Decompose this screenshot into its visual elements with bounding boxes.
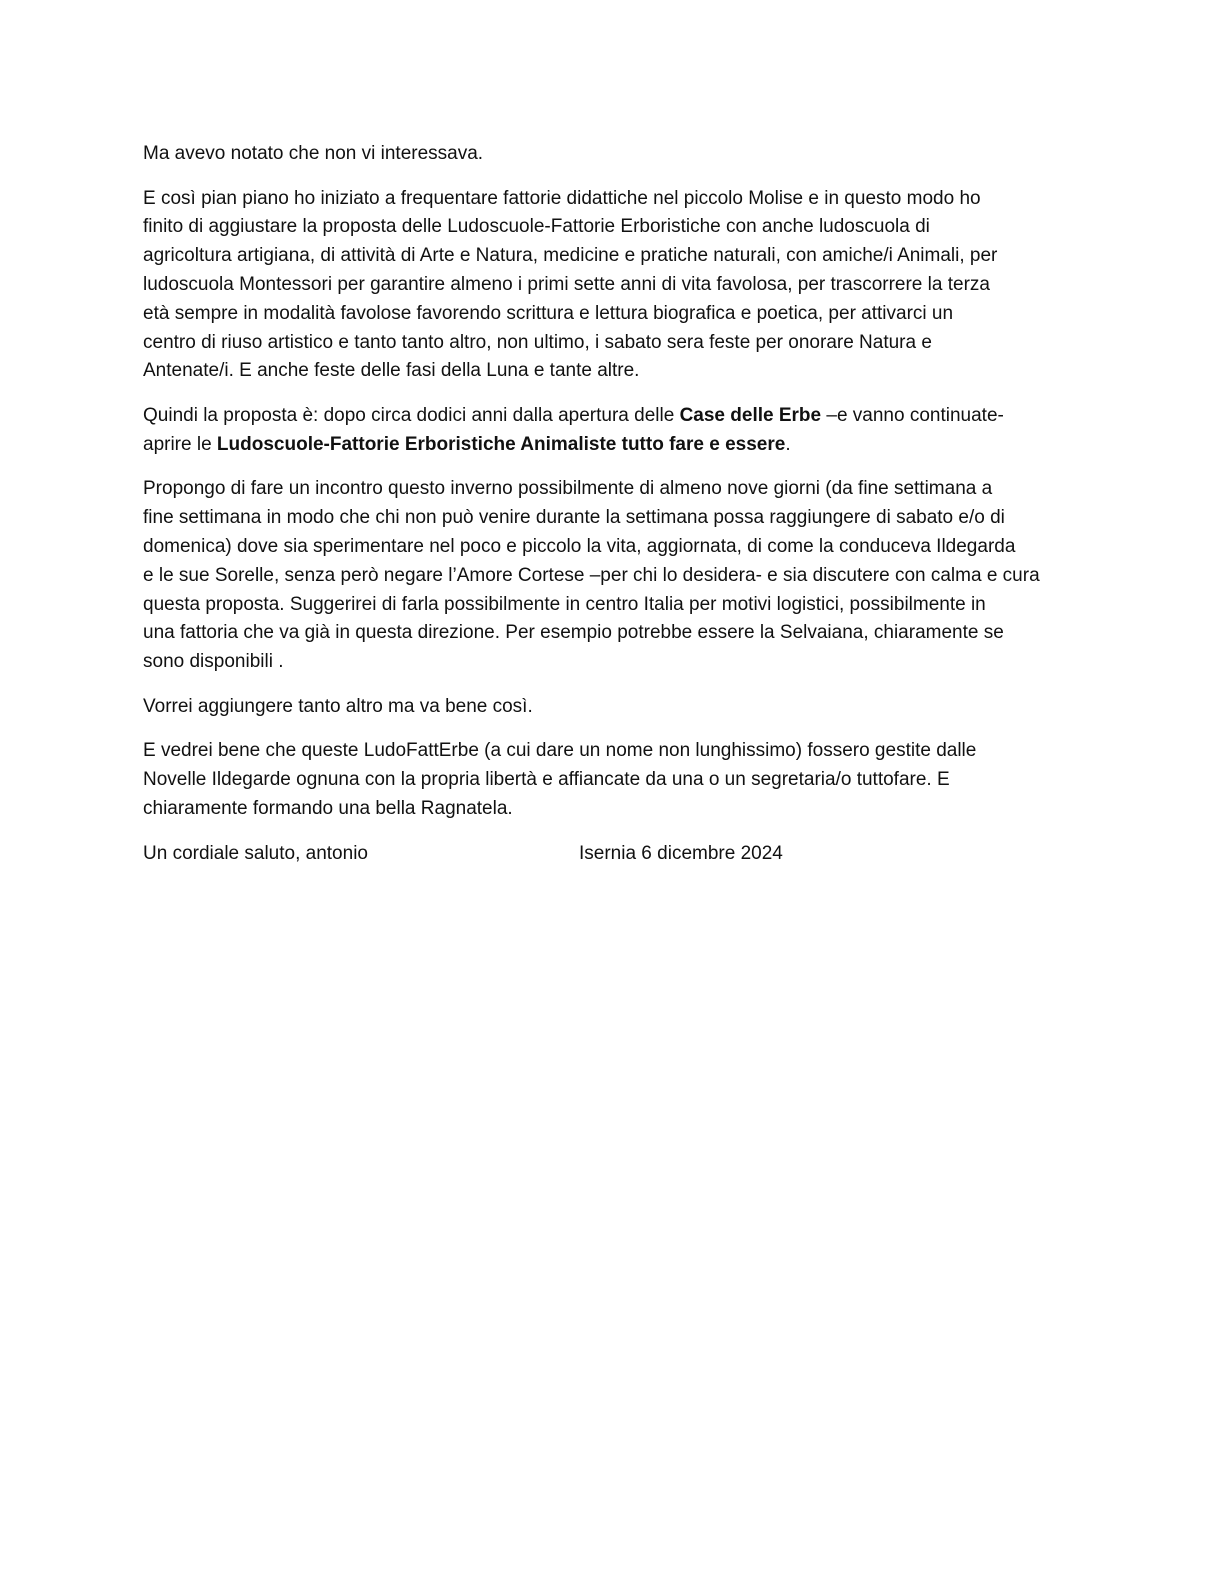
text-line: E vedrei bene che queste LudoFattErbe (a cui dare un nome non lunghissimo) fossero gestite dalle [143, 740, 977, 762]
text-line: Propongo di fare un incontro questo inverno possibilmente di almeno nove giorni (da fine settimana a [143, 478, 993, 500]
paragraph-5 [143, 693, 1083, 722]
text-run: . [785, 433, 791, 455]
text-run: –e vanno continuate- [821, 404, 1004, 426]
text-line: E così pian piano ho iniziato a frequentare fattorie didattiche nel piccolo Molise e in questo modo ho [143, 187, 981, 209]
paragraph-1 [143, 140, 1083, 169]
paragraph-6 [143, 737, 1083, 823]
place-and-date: Isernia 6 dicembre 2024 [579, 842, 783, 864]
text-line: età sempre in modalità favolose favorendo scrittura e lettura biografica e poetica, per attivarci un [143, 302, 954, 324]
text-line: una fattoria che va già in questa direzione. Per esempio potrebbe essere la Selvaiana, chiaramente se [143, 622, 1004, 644]
text-line [143, 402, 1083, 431]
text-line: questa proposta. Suggerirei di farla possibilmente in centro Italia per motivi logistici, possibilmente in [143, 593, 986, 615]
text-line: Vorrei aggiungere tanto altro ma va bene così. [143, 695, 533, 717]
text-line: sono disponibili . [143, 651, 284, 673]
paragraph-3 [143, 402, 1083, 460]
text-line: Antenate/i. E anche feste delle fasi della Luna e tante altre. [143, 360, 640, 382]
text-line: finito di aggiustare la proposta delle Ludoscuole-Fattorie Erboristiche con anche ludoscuola di [143, 216, 930, 238]
text-line: agricoltura artigiana, di attività di Arte e Natura, medicine e pratiche naturali, con amiche/i Animali, per [143, 245, 998, 267]
paragraph-4 [143, 475, 1083, 677]
text-run: Quindi la proposta è: dopo circa dodici anni dalla apertura delle [143, 404, 680, 426]
bold-text-case-delle-erbe: Case delle Erbe [679, 404, 822, 426]
signature-line [143, 840, 1083, 869]
text-line: fine settimana in modo che chi non può venire durante la settimana possa raggiungere di sabato e/o di [143, 507, 1005, 529]
closing-greeting: Un cordiale saluto, antonio [143, 842, 368, 864]
text-line: chiaramente formando una bella Ragnatela. [143, 797, 513, 819]
text-run: aprire le [143, 433, 217, 455]
text-line: centro di riuso artistico e tanto tanto altro, non ultimo, i sabato sera feste per onorare Natura e [143, 331, 932, 353]
bold-text-ludoscuole-fattorie: Ludoscuole-Fattorie Erboristiche Animaliste tutto fare e essere [216, 433, 786, 455]
paragraph-2 [143, 185, 1083, 387]
text-line: e le sue Sorelle, senza però negare l’Amore Cortese –per chi lo desidera- e sia discutere con calma e cura [143, 564, 1040, 586]
text-line: Ma avevo notato che non vi interessava. [143, 143, 484, 164]
text-line: domenica) dove sia sperimentare nel poco e piccolo la vita, aggiornata, di come la conduceva Ildegarda [143, 535, 1016, 557]
text-line: ludoscuola Montessori per garantire almeno i primi sette anni di vita favolosa, per trascorrere la terza [143, 273, 990, 295]
text-line: Novelle Ildegarde ognuna con la propria libertà e affiancate da una o un segretaria/o tuttofare. E [143, 769, 950, 791]
document-page [143, 140, 1083, 884]
text-line [143, 431, 1083, 460]
